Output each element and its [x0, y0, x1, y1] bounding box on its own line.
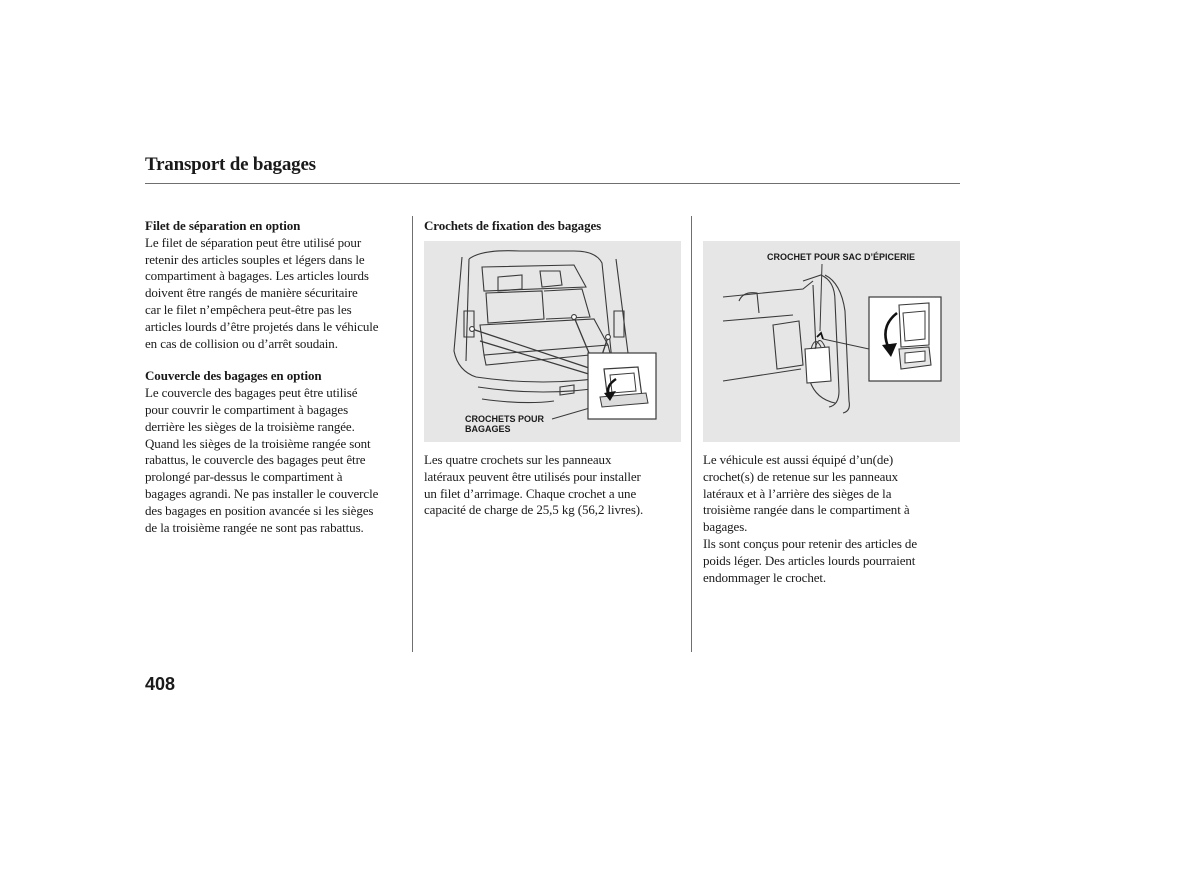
figure-label-grocery-hook: CROCHET POUR SAC D’ÉPICERIE — [767, 252, 916, 262]
cargo-area-illustration — [424, 241, 681, 442]
section-body-separation-net: Le filet de séparation peut être utilisé pour retenir des articles souples et légers dans le compartiment à bagages. Les articles lourds doivent être rangés de manière sécuritaire car le filet n’empêchera peut-être pas les articles lourds d’être projetés dans le véhicule en cas de collision ou d’arrêt soudain. — [145, 234, 379, 351]
column-middle — [424, 218, 686, 235]
column-divider-right — [691, 216, 692, 652]
section-body-cargo-cover: Le couvercle des bagages peut être utilisé pour couvrir le compartiment à bagages derrière les sièges de la troisième rangée. Quand les sièges de la troisième rangée sont rabattus, le couvercle des bagages peut être prolongé par-dessus le compartiment à bagages agrandi. Ne pas installer le couvercle des bagages en position avancée si les sièges de la troisième rangée ne sont pas rabattus. — [145, 385, 379, 535]
section-heading-tie-down-hooks: Crochets de fixation des bagages — [424, 218, 602, 233]
section-heading-separation-net: Filet de séparation en option — [145, 218, 301, 233]
header-rule — [145, 183, 960, 184]
page-number: 408 — [145, 674, 176, 694]
figure-cargo-hooks — [424, 241, 681, 442]
grocery-hook-illustration — [703, 241, 960, 442]
column-left — [145, 218, 407, 536]
page-title: Transport de bagages — [145, 154, 316, 175]
column-divider-left — [412, 216, 413, 652]
section-heading-cargo-cover: Couvercle des bagages en option — [145, 368, 322, 384]
figure-grocery-bag-hook — [703, 241, 960, 442]
figure-label-luggage-hooks: CROCHETS POUR BAGAGES — [465, 414, 545, 434]
spacer — [145, 352, 407, 368]
column-middle-body — [424, 452, 686, 519]
column-right-body — [703, 452, 965, 586]
tie-down-hooks-body: Les quatre crochets sur les panneaux latéraux peuvent être utilisés pour installer un filet d’arrimage. Chaque crochet a une capacité de charge de 25,5 kg (56,2 livres). — [424, 452, 644, 518]
grocery-hook-body: Le véhicule est aussi équipé d’un(de) crochet(s) de retenue sur les panneaux latéraux et à l’arrière des sièges de la troisième rangée dans le compartiment à bagages. Ils sont conçus pour retenir des articles de poids léger. Des articles lourds pourraient endommager le crochet. — [703, 452, 918, 585]
